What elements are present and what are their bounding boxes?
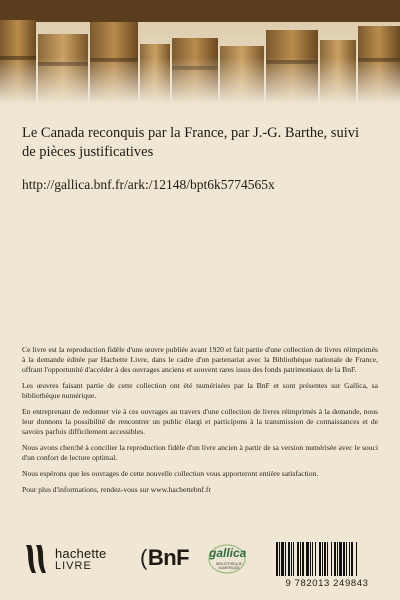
gallica-logo: [207, 542, 247, 576]
barcode-bar: [349, 542, 350, 576]
barcode-bar: [331, 542, 332, 576]
barcode-bar: [327, 542, 328, 576]
paragraph: Nous avons cherché à concilier la reproduction fidèle d'un livre ancien à partir de sa version numérisée avec le souci d'un confort de lecture optimal.: [22, 443, 378, 462]
barcode-bar: [293, 542, 294, 576]
barcode-bar: [310, 542, 311, 576]
bnf-bracket: (: [140, 545, 147, 570]
bnf-logo: [140, 545, 189, 571]
paragraph: En entreprenant de redonner vie à ces ouvrages au travers d'une collection de livres réimprimés à la demande, nous leur donnons la possibilité de rencontrer un public élargi et participons à la transmission de connaissances et de savoirs parfois difficilement accessibles.: [22, 407, 378, 436]
barcode-number: 9 782013 249843: [285, 578, 369, 589]
barcode-bar: [356, 542, 357, 576]
barcode-bar: [297, 542, 299, 576]
barcode-bar: [302, 542, 304, 576]
barcode-bar: [337, 542, 338, 576]
paragraph: Les œuvres faisant partie de cette collection ont été numérisées par la BnF et sont présentes sur Gallica, sa bibliothèque numérique.: [22, 381, 378, 400]
barcode-bar: [300, 542, 301, 576]
publisher-logos: [22, 540, 382, 590]
hachette-logo-icon: [22, 543, 50, 575]
book-title: Le Canada reconquis par la France, par J.-G. Barthe, suivi de pièces justificatives: [22, 125, 360, 160]
barcode-icon: [272, 540, 382, 578]
more-info-line: Pour plus d'informations, rendez-vous sur www.hachettebnf.fr: [22, 485, 211, 494]
gallica-word: gallica: [209, 546, 247, 560]
barcode-bar: [334, 542, 336, 576]
hachette-logo: [22, 542, 132, 576]
barcode-bar: [312, 542, 313, 576]
book-info: [22, 124, 372, 193]
barcode-bar: [351, 542, 353, 576]
barcode-bar: [346, 542, 347, 576]
barcode-bar: [319, 542, 321, 576]
hachette-word: hachette: [55, 545, 107, 561]
collection-description: [22, 345, 378, 501]
barcode-bar: [285, 542, 286, 576]
barcode-bar: [279, 542, 280, 576]
barcode-bar: [291, 542, 292, 576]
gallica-url: http://gallica.bnf.fr/ark:/12148/bpt6k5774565x: [22, 177, 275, 192]
gallica-subtitle: BIBLIOTHÈQUE NUMÉRIQUE: [216, 562, 242, 570]
paragraph: Ce livre est la reproduction fidèle d'une œuvre publiée avant 1920 et fait partie d'une collection de livres réimprimés à la demande éditée par Hachette Livre, dans le cadre d'un partenariat avec la Bibliothèque nationale de France, offrant l'opportunité d'accéder à des ouvrages anciens et souvent rares issus des fonds patrimoniaux de la BnF.: [22, 345, 378, 374]
book-spines-photo: [0, 0, 400, 104]
barcode-bar: [281, 542, 284, 576]
barcode-bar: [315, 542, 316, 576]
paragraph: Nous espérons que les ouvrages de cette nouvelle collection vous apporteront entière satisfaction.: [22, 469, 319, 478]
barcode-bar: [324, 542, 326, 576]
isbn-barcode: [272, 540, 382, 590]
bnf-word: BnF: [147, 545, 190, 570]
barcode-bar: [276, 542, 278, 576]
livre-word: LIVRE: [55, 559, 92, 572]
barcode-bar: [288, 542, 290, 576]
barcode-bar: [306, 542, 309, 576]
barcode-bar: [343, 542, 345, 576]
barcode-bar: [339, 542, 342, 576]
barcode-bar: [322, 542, 323, 576]
